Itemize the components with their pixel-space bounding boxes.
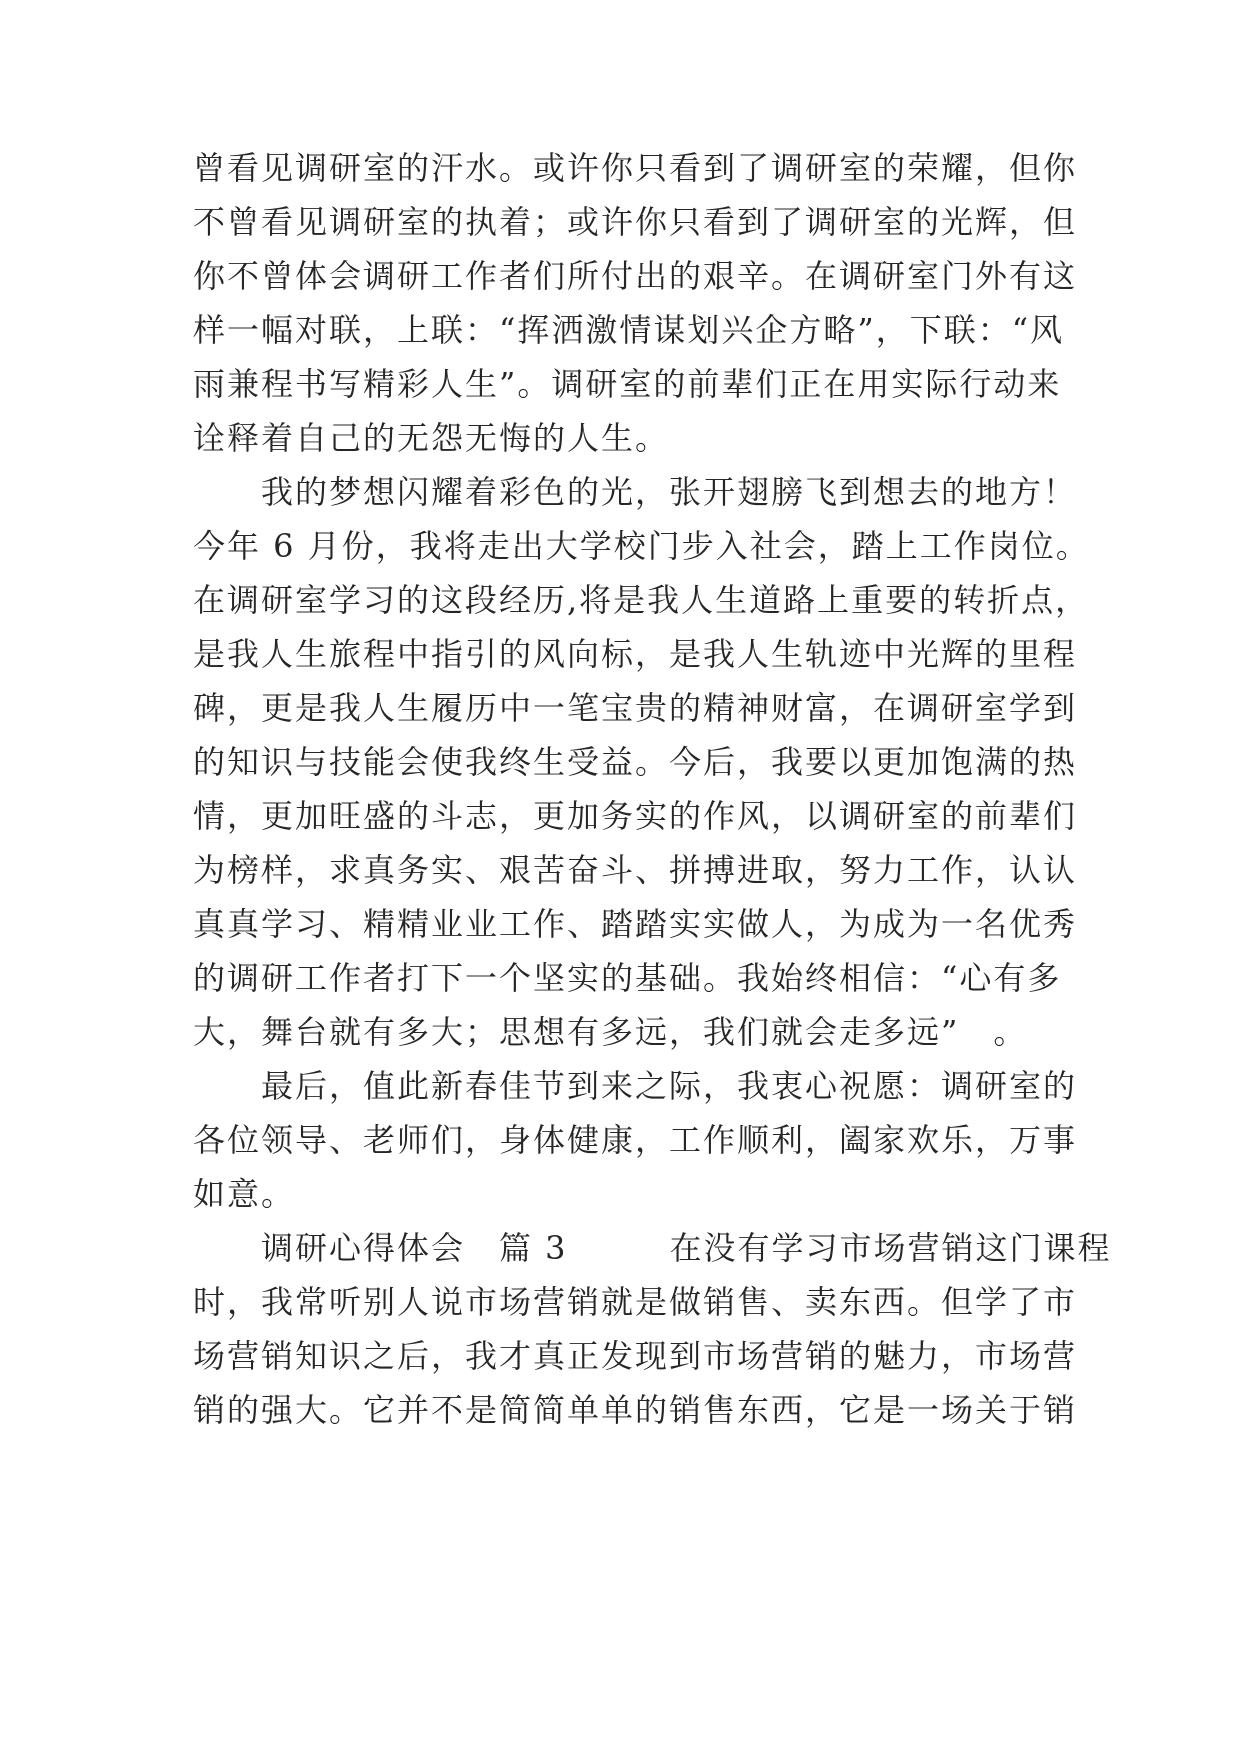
text-line: 碑，更是我人生履历中一笔宝贵的精神财富，在调研室学到: [193, 689, 1078, 727]
text-line: 是我人生旅程中指引的风向标，是我人生轨迹中光辉的里程: [193, 635, 1078, 673]
text-line: 我的梦想闪耀着彩色的光，张开翅膀飞到想去的地方！: [193, 473, 1078, 511]
text-line: 今年 6 月份，我将走出大学校门步入社会，踏上工作岗位。: [193, 527, 1090, 565]
text-line: 曾看见调研室的汗水。或许你只看到了调研室的荣耀，但你: [193, 149, 1078, 187]
text-line: 真真学习、精精业业工作、踏踏实实做人，为成为一名优秀: [193, 905, 1078, 943]
text-line: 调研心得体会 篇 3 在没有学习市场营销这门课程: [193, 1229, 1112, 1267]
text-line: 诠释着自己的无怨无悔的人生。: [193, 419, 670, 457]
text-line: 不曾看见调研室的执着；或许你只看到了调研室的光辉，但: [193, 203, 1078, 241]
text-line: 时，我常听别人说市场营销就是做销售、卖东西。但学了市: [193, 1283, 1078, 1321]
text-line: 在调研室学习的这段经历,将是我人生道路上重要的转折点，: [193, 581, 1090, 619]
text-line: 样一幅对联，上联：“挥洒激情谋划兴企方略”，下联：“风: [193, 311, 1065, 349]
text-line: 的知识与技能会使我终生受益。今后，我要以更加饱满的热: [193, 743, 1078, 781]
text-line: 你不曾体会调研工作者们所付出的艰辛。在调研室门外有这: [193, 257, 1078, 295]
text-line: 为榜样，求真务实、艰苦奋斗、拼搏进取，努力工作，认认: [193, 851, 1078, 889]
text-line: 场营销知识之后，我才真正发现到市场营销的魅力，市场营: [193, 1337, 1078, 1375]
text-line: 各位领导、老师们，身体健康，工作顺利，阖家欢乐，万事: [193, 1121, 1078, 1159]
text-line: 大，舞台就有多大；思想有多远，我们就会走多远” 。: [193, 1013, 1028, 1051]
text-line: 最后，值此新春佳节到来之际，我衷心祝愿：调研室的: [193, 1067, 1078, 1105]
text-line: 情，更加旺盛的斗志，更加务实的作风，以调研室的前辈们: [193, 797, 1078, 835]
text-line: 销的强大。它并不是简简单单的销售东西，它是一场关于销: [193, 1391, 1078, 1429]
text-line: 如意。: [193, 1175, 296, 1213]
text-line: 雨兼程书写精彩人生”。调研室的前辈们正在用实际行动来: [193, 365, 1062, 403]
text-line: 的调研工作者打下一个坚实的基础。我始终相信：“心有多: [193, 959, 1062, 997]
